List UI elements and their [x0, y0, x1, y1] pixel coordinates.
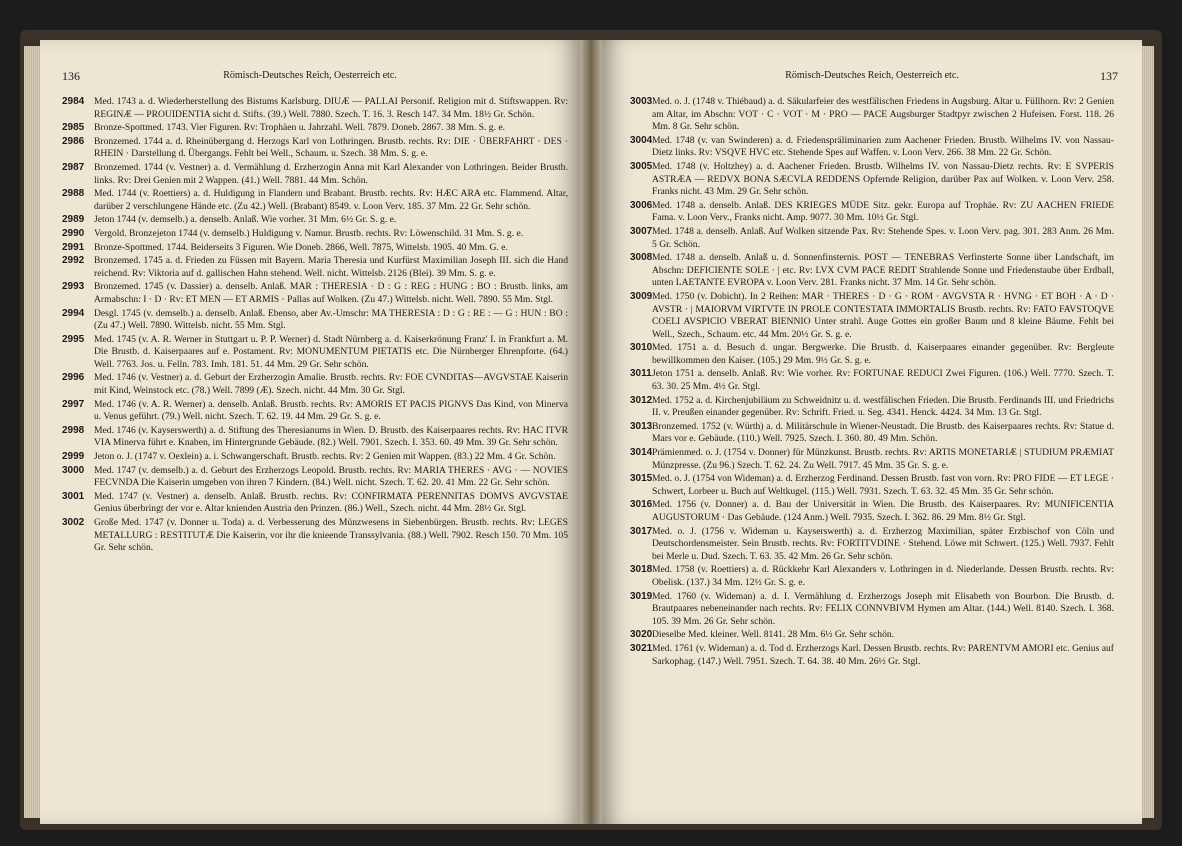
entry-text: Bronzemed. 1745 (v. Dassier) a. denselb. Anlaß. MAR : THERESIA · D : G : REG : HUNG : BO : Brustb. links, am Armabschn: I · D · Rv: ET MEN — ET ARMIS · Pallas auf Wolken. (Zu 47.) Wittelsb. nicht. Well. 7890. 55 Mm. Stgl.	[94, 281, 568, 305]
entry-text: Große Med. 1747 (v. Donner u. Toda) a. d. Verbesserung des Münzwesens in Siebenbürgen. Brustb. rechts. Rv: LEGES METALLURG : RESTITUTÆ Die Kaiserin, vor ihr die knieende Transsylvania. (88.) Well. 7902. Resch 150. 70 Mm. 105 Gr. Sehr schön.	[94, 517, 568, 554]
entry-text: Med. 1748 (v. van Swinderen) a. d. Friedenspräliminarien zum Aachener Frieden. Brustb. Wilhelms IV. von Nassau-Dietz links. Rv: VSQVE HVC etc. Stehende Spes auf Waffen. v. Loon Verv. 266. 38 Mm. 22 Gr. Schön.	[652, 134, 1114, 159]
entry-text: Med. 1748 (v. Holtzhey) a. d. Aachener Frieden. Brustb. Wilhelms IV. von Nassau-Dietz rechts. Rv: E SVPERIS ASTRÆA — REDVX BONA SÆCVLA REDDENS Opfernde Religion, darüber Pax auf Wolken. v. Loon Verv. 258. Franks nicht. 43 Mm. 29 Gr. Sehr schön.	[652, 160, 1114, 198]
entry-text: Jeton 1744 (v. demselb.) a. denselb. Anlaß. Wie vorher. 31 Mm. 6½ Gr. S. g. e.	[94, 214, 397, 226]
entry-text: Prämienmed. o. J. (1754 v. Donner) für Münzkunst. Brustb. rechts. Rv: ARTIS MONETARIÆ | STUDIUM PRÆMIAT Münzpresse. (Zu 96.) Szech. T. 62. 24. Zu Well. 7917. 45 Mm. 35 Gr. S. g. e.	[652, 447, 1114, 471]
catalog-entry	[62, 241, 568, 255]
entry-text: Med. 1748 a. denselb. Anlaß. Auf Wolken sitzende Pax. Rv: Stehende Spes. v. Loon Verv. pag. 301. 283 Anm. 26 Mm. 5 Gr. Schön.	[652, 225, 1114, 250]
entry-number: 2988	[62, 188, 85, 200]
entry-number: 2996	[62, 372, 85, 384]
entry-text: Med. 1758 (v. Roettiers) a. d. Rückkehr Karl Alexanders v. Lothringen in d. Niederlande. Dessen Brustb. rechts. Rv: Obelisk. (137.) 34 Mm. 12½ Gr. S. g. e.	[652, 564, 1114, 588]
entry-number: 3013	[630, 420, 653, 432]
catalog-entry	[62, 255, 568, 280]
book-gutter	[580, 40, 602, 824]
entry-text: Jeton o. J. (1747 v. Oexlein) a. i. Schwangerschaft. Brustb. rechts. Rv: 2 Genien mit Wappen. (83.) 22 Mm. 4 Gr. Schön.	[94, 451, 556, 463]
catalog-entry	[62, 464, 568, 490]
entry-number: 3004	[630, 134, 653, 146]
entry-text: Dieselbe Med. kleiner. Well. 8141. 28 Mm. 6½ Gr. Sehr schön.	[652, 629, 895, 641]
entry-number: 3020	[630, 629, 653, 641]
catalog-entry	[630, 447, 1114, 472]
entry-number: 2999	[62, 451, 85, 463]
catalog-entry	[62, 490, 568, 516]
entry-number: 3001	[62, 490, 85, 502]
catalog-entry	[62, 227, 568, 241]
entry-number: 3003	[630, 96, 653, 107]
entry-text: Med. 1745 (v. A. R. Werner in Stuttgart u. P. P. Werner) d. Stadt Nürnberg a. d. Kaiserkrönung Franz' I. in Frankfurt a. M. Die Brustb. d. Kaiserpaares auf e. Postament. Rv: MONUMENTUM PIETATIS etc. Die Nürnberger Ehrenpforte. (64.) Well. 7763. Jos. u. Felln. 783. Imh. 181. 51. 44 Mm. 29 Gr. Sehr schön.	[94, 333, 568, 370]
entry-number: 3005	[630, 160, 653, 172]
entry-number: 2991	[62, 241, 85, 253]
entry-number: 2986	[62, 135, 85, 147]
entry-number: 2989	[62, 214, 85, 226]
running-head: Römisch-Deutsches Reich, Oesterreich etc.	[785, 70, 959, 81]
entry-number: 2985	[62, 122, 85, 134]
entry-text: Med. 1747 (v. Vestner) a. denselb. Anlaß. Brustb. rechts. Rv: CONFIRMATA PERENNITAS DOMVS AVGVSTAE Genius überbringt der vor e. Altar knienden Austria den Prinzen. (86.) Well., Szech. nicht. 44 Mm. 28½ Gr. Stgl.	[94, 490, 568, 515]
entry-number: 3009	[630, 290, 653, 302]
entry-number: 3008	[630, 252, 653, 264]
catalog-entry	[62, 372, 568, 397]
entry-text: Vergold. Bronzejeton 1744 (v. demselb.) Huldigung v. Namur. Brustb. rechts. Rv: Löwenschild. 31 Mm. S. g. e.	[94, 227, 524, 239]
entry-text: Med. 1750 (v. Dobicht). In 2 Reihen: MAR · THERES · D · G · ROM · AVGVSTA R · HVNG · ET BOH · A · D · AVSTR · | MAIORVM VIRTVTE IN PROLE CONTESTATA IMMORTALIS Brustb. rechts. Rv: FATO FAVSTOQVE COELI AVSPICIO VBERAT BIENNIO Unter strahl. Auge Gottes ein großer Baum und 8 kleine Bäume. Fehlt bei Well., Szech., Schaum. etc. 44 Mm. 20½ Gr. S. g. e.	[652, 290, 1114, 340]
catalog-entry	[630, 643, 1114, 668]
catalog-entry	[62, 122, 568, 135]
catalog-entry	[62, 424, 568, 450]
running-head: Römisch-Deutsches Reich, Oesterreich etc.	[223, 70, 397, 81]
entry-text: Med. 1746 (v. A. R. Werner) a. denselb. Anlaß. Brustb. rechts. Rv: AMORIS ET PACIS PIGNVS Das Kind, von Minerva u. Venus geführt. (79.) Well. nicht. Szech. T. 62. 19. 44 Mm. 29 Gr. S. g. e.	[94, 398, 568, 423]
catalog-entry	[62, 161, 568, 187]
entry-text: Bronzemed. 1744 a. d. Rheinübergang d. Herzogs Karl von Lothringen. Brustb. rechts. Rv: DIE · ÜBERFAHRT · DES · RHEIN · Darstellung d. Übergangs. Fehlt bei Well., Schaum. u. Szech. 38 Mm. S. g. e.	[94, 135, 568, 160]
page-edges-left	[24, 46, 40, 818]
entry-number: 3021	[630, 642, 653, 654]
entry-number: 3011	[630, 368, 652, 380]
catalog-entry	[62, 96, 568, 121]
entry-number: 3016	[630, 499, 653, 511]
entry-number: 3015	[630, 473, 653, 485]
entry-number: 2993	[62, 281, 85, 293]
catalog-entry	[630, 473, 1114, 498]
catalog-entry	[630, 291, 1114, 341]
entry-number: 3014	[630, 447, 653, 459]
catalog-entry	[630, 161, 1114, 199]
entry-text: Med. 1746 (v. Vestner) a. d. Geburt der Erzherzogin Amalie. Brustb. rechts. Rv: FOE CVNDITAS—AVGVSTAE Kaiserin mit Kind, Weinstock etc. (78.) Well. 7899 (Æ). Szech. nicht. 44 Mm. 30 Gr. Stgl.	[94, 372, 568, 397]
entry-text: Med. 1756 (v. Donner) a. d. Bau der Universität in Wien. Die Brustb. des Kaiserpaares. Rv: MUNIFICENTIA AUGUSTORUM · Das Gebäude. (124 Anm.) Well. 7935. Szech. I. 362. 86. 29 Mm. 8½ Gr. Stgl.	[652, 499, 1114, 523]
left-page	[40, 40, 580, 824]
entry-text: Bronze-Spottmed. 1743. Vier Figuren. Rv: Trophäen u. Jahrzahl. Well. 7879. Doneb. 2867. 38 Mm. S. g. e.	[94, 122, 506, 134]
entry-text: Med. 1747 (v. demselb.) a. d. Geburt des Erzherzogs Leopold. Brustb. rechts. Rv: MARIA THERES · AVG · — NOVIES FECVNDA Die Kaiserin umgeben von ihren 7 Kindern. (84.) Well. nicht. Szech. T. 62. 20. 41 Mm. 22 Gr. Sehr schön.	[94, 464, 568, 489]
catalog-entry	[62, 333, 568, 372]
catalog-entry	[62, 214, 568, 227]
entry-text: Bronzemed. 1752 (v. Würth) a. d. Militärschule in Wiener-Neustadt. Die Brustb. des Kaiserpaares rechts. Rv: Statue d. Mars vor e. Gebäude. (110.) Well. 7925. Szech. I. 360. 80. 49 Mm. Schön.	[652, 420, 1114, 445]
catalog-entry	[62, 281, 568, 306]
catalog-entry	[62, 451, 568, 464]
catalog-entry	[630, 564, 1114, 589]
entry-number: 3010	[630, 342, 653, 354]
entry-text: Jeton 1751 a. denselb. Anlaß. Rv: Wie vorher. Rv: FORTUNAE REDUCI Zwei Figuren. (106.) Well. 7770. Szech. T. 63. 30. 25 Mm. 4½ Gr. Stgl.	[652, 368, 1114, 393]
entry-text: Med. 1752 a. d. Kirchenjubiläum zu Schweidnitz u. d. westfälischen Frieden. Die Brustb. Ferdinands III. und Friedrichs II. v. Preußen einander gegenüber. Rv: Schrift. Fried. u. Seg. 4341. Henck. 4424. 34 Mm. 13 Gr. Stgl.	[652, 394, 1114, 419]
catalog-entry	[630, 591, 1114, 629]
entry-text: Med. 1761 (v. Wideman) a. d. Tod d. Erzherzogs Karl. Dessen Brustb. rechts. Rv: PARENTVM AMORI etc. Genius auf Sarkophag. (147.) Well. 7951. Szech. T. 64. 38. 40 Mm. 26½ Gr. Stgl.	[652, 642, 1114, 667]
catalog-entries	[630, 96, 1114, 669]
entry-text: Med. 1744 (v. Roettiers) a. d. Huldigung in Flandern und Brabant. Brustb. rechts. Rv: HÆC ARA etc. Flammend. Altar, darüber 2 verschlungene Hände etc. (Zu 42.) Well. (Brabant) 8549. v. Loon Verv. 185. 37 Mm. 22 Gr. Sehr schön.	[94, 188, 568, 212]
entry-number: 2994	[62, 307, 85, 319]
catalog-entry	[62, 307, 568, 333]
entry-text: Med. o. J. (1748 v. Thiébaud) a. d. Säkularfeier des westfälischen Friedens in Augsburg. Altar u. Füllhorn. Rv: 2 Genien am Altar, im Abschn: VOT · C · VOT · M · PRO — PACE Augsburger Stadtpyr zwischen 2 Hufeisen. Forst. 118. 26 Mm. 8 Gr. Sehr schön.	[652, 96, 1114, 133]
entry-number: 2995	[62, 333, 85, 345]
entry-number: 3017	[630, 525, 653, 537]
catalog-entries	[62, 96, 568, 556]
entry-text: Med. 1748 a. denselb. Anlaß u. d. Sonnenfinsternis. POST — TENEBRAS Verfinsterte Sonne über Landschaft, im Abschn: DEFICIENTE SOLE · | etc. Rv: LVX CVM PACE REDIT Strahlende Sonne und Friedenstaube über Erdball, unten LAETANTE EVROPA v. Loon Verv. 281. Franks nicht. 37 Mm. 14 Gr. Sehr schön.	[652, 252, 1114, 289]
entry-number: 3002	[62, 517, 85, 528]
entry-number: 2990	[62, 227, 85, 239]
catalog-entry	[630, 96, 1114, 134]
entry-text: Med. o. J. (1754 von Wideman) a. d. Erzherzog Ferdinand. Dessen Brustb. fast von vorn. Rv: PRO FIDE — ET LEGE · Schwert, Lorbeer u. Buch auf Weltkugel. (115.) Well. 7931. Szech. T. 63. 32. 45 Mm. 35 Gr. Sehr schön.	[652, 473, 1114, 497]
entry-text: Bronzemed. 1744 (v. Vestner) a. d. Vermählung d. Erzherzogin Anna mit Karl Alexander von Lothringen. Beider Brustb. links. Rv: Drei Genien mit 2 Wappen. (41.) Well. 7881. 44 Mm. Schön.	[94, 161, 568, 186]
catalog-entry	[62, 517, 568, 555]
catalog-entry	[62, 398, 568, 424]
entry-number: 3006	[630, 199, 653, 211]
page-number: 136	[62, 69, 80, 83]
entry-number: 3019	[630, 590, 653, 602]
entry-text: Med. o. J. (1756 v. Wideman u. Kayserswerth) a. d. Erzherzog Maximilian, später Erzbischof von Cöln und Deutschordensmeister. Sein Brustb. rechts. Rv: FORTITVDINE · Stehend. Löwe mit Schwert. (125.) Well. 7937. Fehlt bei Merle u. Dud. Szech. T. 63. 35. 42 Mm. 26 Gr. Sehr schön.	[652, 525, 1114, 562]
catalog-entry	[630, 395, 1114, 420]
catalog-entry	[630, 252, 1114, 290]
page-edges-right	[1142, 46, 1154, 818]
catalog-entry	[630, 526, 1114, 564]
right-page	[602, 40, 1142, 824]
entry-text: Bronze-Spottmed. 1744. Beiderseits 3 Figuren. Wie Doneb. 2866, Well. 7875, Wittelsb. 1905. 40 Mm. G. e.	[94, 241, 508, 253]
entry-text: Bronzemed. 1745 a. d. Frieden zu Füssen mit Bayern. Maria Theresia und Kurfürst Maximilian Joseph III. sich die Hand reichend. Rv: Viktoria auf d. gallischen Hahn stehend. Well. nicht. Wittelsb. 2126 (Blei). 39 Mm. S. g. e.	[94, 255, 568, 279]
entry-number: 2984	[62, 96, 85, 107]
page-number: 137	[1100, 69, 1118, 83]
catalog-entry	[630, 629, 1114, 642]
entry-number: 2992	[62, 255, 85, 267]
catalog-entry	[630, 421, 1114, 446]
catalog-entry	[630, 135, 1114, 160]
catalog-entry	[630, 342, 1114, 367]
entry-text: Desgl. 1745 (v. demselb.) a. denselb. Anlaß. Ebenso, aber Av.-Umschr: MA THERESIA : D : G : RE : — G : HUN : BO : (Zu 47.) Well. 7890. Wittelsb. nicht. 55 Mm. Stgl.	[94, 307, 568, 332]
entry-number: 3000	[62, 464, 85, 476]
entry-text: Med. 1760 (v. Wideman) a. d. I. Vermählung d. Erzherzogs Joseph mit Elisabeth von Bourbon. Die Brustb. d. Brautpaares nebeneinander nach rechts. Rv: FELIX CONNVBIVM Hymen am Altar. (144.) Well. 8140. Szech. I. 368. 105. 39 Mm. 26 Gr. Sehr schön.	[652, 590, 1114, 627]
catalog-entry	[630, 226, 1114, 251]
catalog-entry	[62, 135, 568, 161]
catalog-entry	[62, 188, 568, 213]
entry-number: 2987	[62, 161, 85, 173]
catalog-entry	[630, 499, 1114, 524]
entry-number: 3012	[630, 394, 653, 406]
catalog-entry	[630, 368, 1114, 393]
entry-number: 2997	[62, 398, 85, 410]
entry-text: Med. 1748 a. denselb. Anlaß. DES KRIEGES MÜDE Sitz. gekr. Europa auf Trophäe. Rv: ZU AACHEN FRIEDE Fama. v. Loon Verv., Franks nicht. Amp. 9077. 30 Mm. 10½ Gr. Stgl.	[652, 199, 1114, 224]
entry-text: Med. 1746 (v. Kayserswerth) a. d. Stiftung des Theresianums in Wien. D. Brustb. des Kaiserpaares rechts. Rv: HAC ITVR VIA Minerva führt e. Knaben, im Hintergrunde Gebäude. (82.) Well. 7901. Szech. I. 353. 60. 49 Mm. 39 Gr. Sehr schön.	[94, 424, 568, 449]
catalog-entry	[630, 200, 1114, 225]
entry-text: Med. 1743 a. d. Wiederherstellung des Bistums Karlsburg. DIUÆ — PALLAI Personif. Religion mit d. Stiftswappen. Rv: REGINÆ — PROUIDENTIA sicht d. Stifts. (39.) Well. 7880. Szech. T. 16. 3. Resch 147. 34 Mm. 18½ Gr. Schön.	[94, 96, 568, 120]
entry-text: Med. 1751 a. d. Besuch d. ungar. Bergwerke. Die Brustb. d. Kaiserpaares einander gegenüber. Rv: Bergleute bewillkommen den Kaiser. (105.) 29 Mm. 9½ Gr. S. g. e.	[652, 342, 1114, 366]
entry-number: 2998	[62, 424, 85, 436]
entry-number: 3007	[630, 225, 653, 237]
entry-number: 3018	[630, 564, 653, 576]
